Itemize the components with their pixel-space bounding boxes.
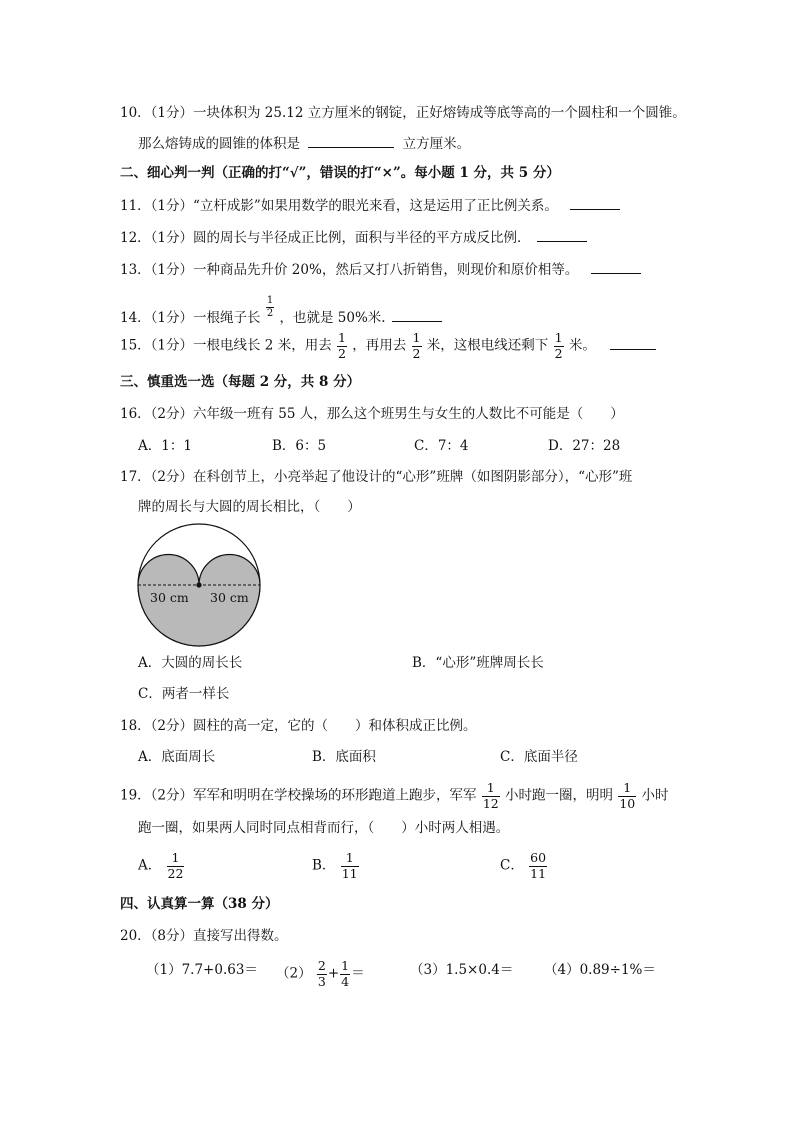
question-10-line2 <box>138 133 470 154</box>
heart-circle-figure <box>136 522 262 648</box>
question-11 <box>120 195 620 216</box>
question-13-text: 13．（1分）一种商品先升价 20%，然后又打八折销售，则现价和原价相等。 <box>120 262 579 278</box>
question-15 <box>120 332 656 360</box>
option-b: B．6：5 <box>272 438 327 454</box>
fraction: $\frac{1}{11}$ <box>341 850 358 881</box>
question-15-text: ，再用去 <box>352 337 407 354</box>
option-b: B． $\frac{1}{11}$ <box>312 850 358 881</box>
center-dot <box>196 582 201 587</box>
question-17-line1: 17．（2分）在科创节上，小亮举起了他设计的“心形”班牌（如图阴影部分），“心形”班 <box>120 469 633 485</box>
fraction: $\frac{1}{2}$ <box>412 330 421 361</box>
option-b: B．“心形”班牌周长长 <box>412 655 544 671</box>
question-14-text: 14．（1分）一根绳子长 <box>120 310 261 326</box>
question-19-line2: 跑一圈，如果两人同时同点相背而行，（ ）小时两人相遇。 <box>138 820 510 836</box>
calc-item-4: （4）0.89÷1%＝ <box>544 962 656 978</box>
option-d: D．27：28 <box>548 438 621 454</box>
question-14-text-end: ，也就是 50%米. <box>279 310 386 326</box>
calc-item-1: （1）7.7+0.63＝ <box>146 962 258 978</box>
question-13 <box>120 259 641 280</box>
question-19-line1 <box>120 782 669 810</box>
answer-blank <box>570 195 620 210</box>
option-c: C．7：4 <box>414 438 469 454</box>
calc-item-2: （2） $\frac{2}{3}$ + $\frac{1}{4}$ ＝ <box>276 958 365 989</box>
question-18-stem: 18．（2分）圆柱的高一定，它的（ ）和体积成正比例。 <box>120 718 477 734</box>
option-a: A．大圆的周长长 <box>138 655 243 671</box>
section-3-heading: 三、慎重选一选（每题 2 分，共 8 分） <box>120 374 361 390</box>
question-10-line1: 10．（1分）一块体积为 25.12 立方厘米的钢锭，正好熔铸成等底等高的一个圆柱和一个圆锥。 <box>120 105 686 121</box>
option-c: C．两者一样长 <box>138 686 230 702</box>
question-19-text: 小时跑一圈，明明 <box>505 787 614 804</box>
question-11-text: 11．（1分）“立杆成影”如果用数学的眼光来看，这是运用了正比例关系。 <box>120 198 558 214</box>
fraction: $\frac{1}{2}$ <box>266 295 274 319</box>
question-15-text: 米，这根电线还剩下 <box>426 337 549 354</box>
fraction: $\frac{1}{4}$ <box>341 958 350 989</box>
answer-blank <box>610 335 656 350</box>
question-12-text: 12．（1分）圆的周长与半径成正比例，面积与半径的平方成反比例． <box>120 230 531 246</box>
option-a: A．底面周长 <box>138 749 216 765</box>
question-14 <box>120 296 442 328</box>
question-12 <box>120 227 587 248</box>
label-left: 30 cm <box>150 590 189 605</box>
answer-blank <box>537 227 587 242</box>
option-a: A． $\frac{1}{22}$ <box>138 850 184 881</box>
calc-item-3: （3）1.5×0.4＝ <box>410 962 514 978</box>
fraction: $\frac{1}{12}$ <box>482 780 499 811</box>
question-17-line2: 牌的周长与大圆的周长相比，（ ） <box>138 499 361 515</box>
question-19-text: 小时 <box>641 787 669 804</box>
option-b: B．底面积 <box>312 749 376 765</box>
answer-blank <box>392 307 442 322</box>
question-15-text: 米。 <box>568 337 596 354</box>
section-4-heading: 四、认真算一算（38 分） <box>120 896 279 912</box>
question-20-stem: 20．（8分）直接写出得数。 <box>120 928 288 944</box>
fraction: $\frac{1}{2}$ <box>338 330 346 361</box>
option-a: A．1：1 <box>138 438 192 454</box>
answer-blank <box>591 259 641 274</box>
option-c: C．底面半径 <box>500 749 578 765</box>
option-c: C． $\frac{60}{11}$ <box>500 850 547 881</box>
question-16-stem: 16．（2分）六年级一班有 55 人，那么这个班男生与女生的人数比不可能是（ ） <box>120 406 624 422</box>
fraction: $\frac{60}{11}$ <box>530 850 547 881</box>
question-15-text: 15．（1分）一根电线长 2 米，用去 <box>120 337 332 354</box>
label-right: 30 cm <box>210 590 249 605</box>
question-19-text: 19．（2分）军军和明明在学校操场的环形跑道上跑步，军军 <box>120 787 477 804</box>
section-2-heading: 二、细心判一判（正确的打“√”，错误的打“×”。每小题 1 分，共 5 分） <box>120 165 560 181</box>
answer-blank <box>308 133 394 148</box>
fraction: $\frac{1}{22}$ <box>167 850 184 881</box>
question-10-text: 那么熔铸成的圆锥的体积是 <box>138 136 300 152</box>
fraction: $\frac{1}{2}$ <box>554 330 563 361</box>
fraction: $\frac{2}{3}$ <box>317 958 326 989</box>
fraction: $\frac{1}{10}$ <box>619 780 636 811</box>
question-10-unit: 立方厘米。 <box>402 136 471 152</box>
